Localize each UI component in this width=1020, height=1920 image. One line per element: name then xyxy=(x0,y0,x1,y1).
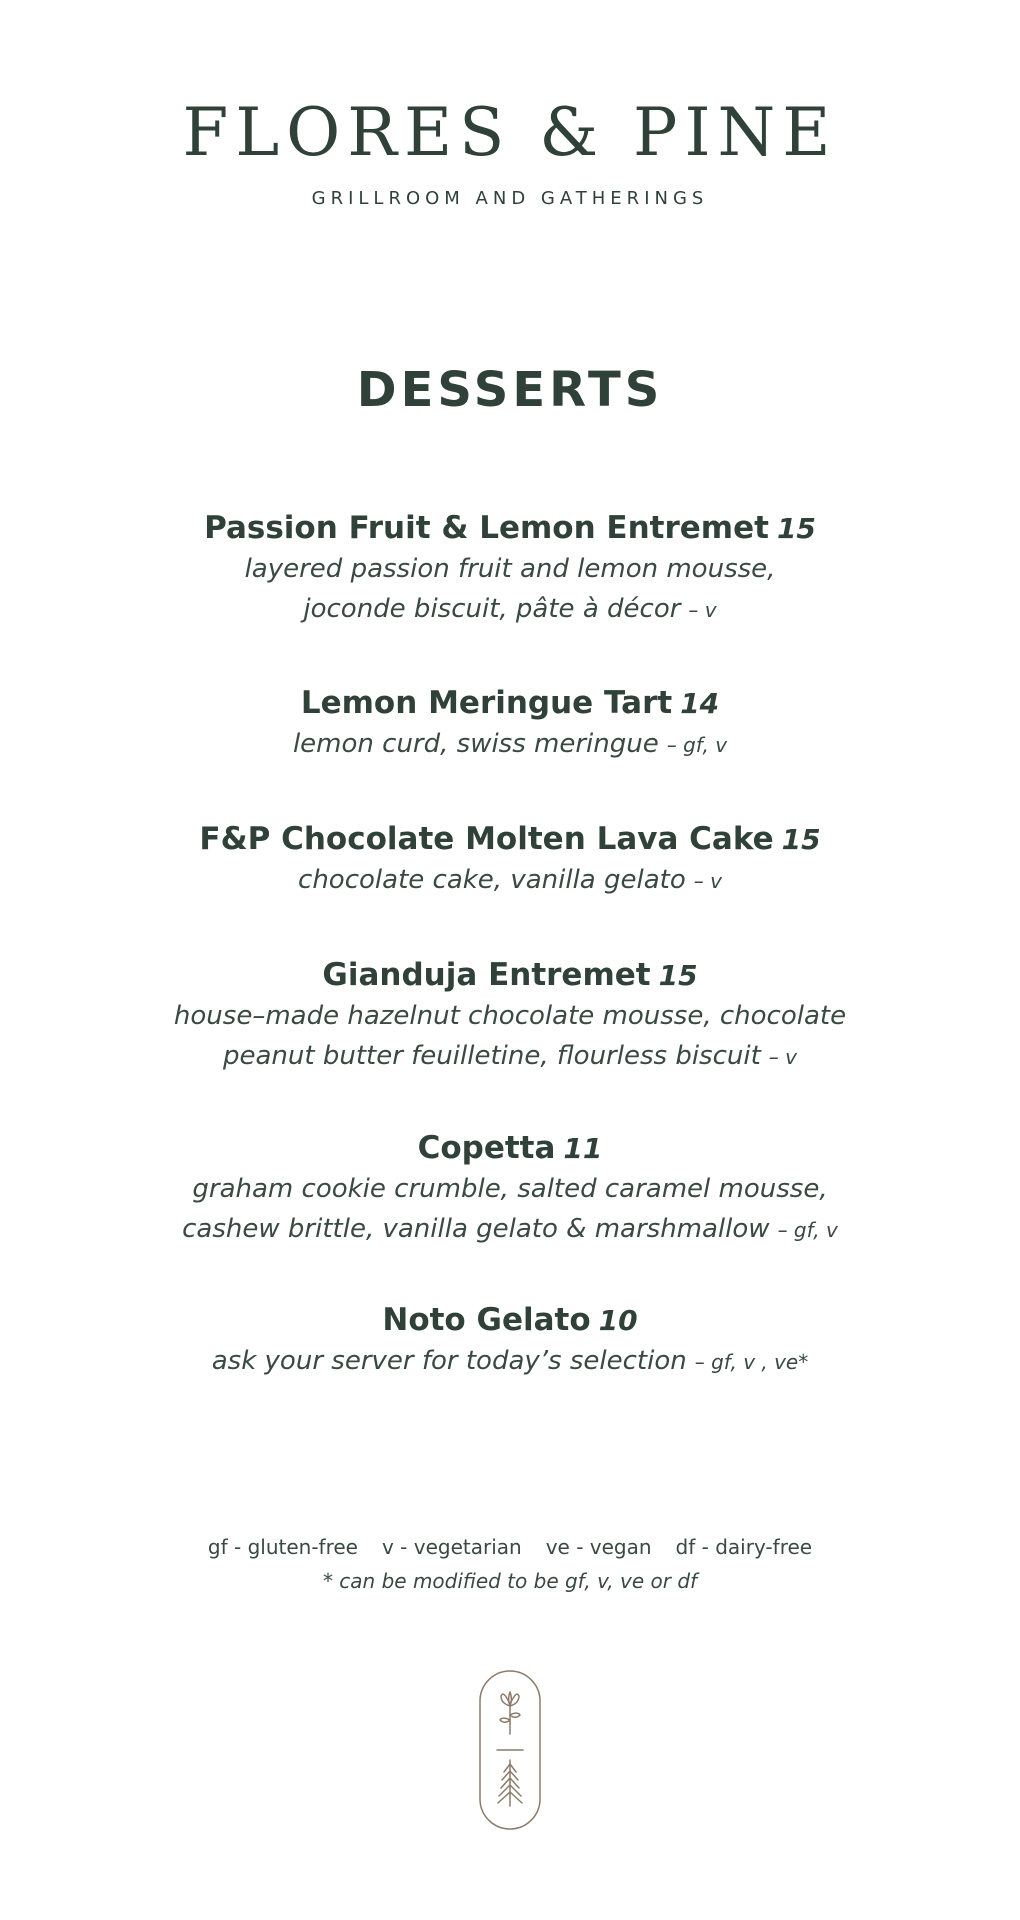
menu-item-price: 15 xyxy=(658,959,698,992)
menu-item-price: 14 xyxy=(680,687,720,720)
legend-entry: df - dairy-free xyxy=(675,1535,813,1559)
menu-item-description-line xyxy=(60,1036,960,1077)
modification-note: * can be modified to be gf, v, ve or df xyxy=(322,1569,698,1593)
menu-item-dietary-tags: – gf, v xyxy=(666,733,728,757)
menu-item-price: 15 xyxy=(776,512,816,545)
restaurant-tagline: GRILLROOM AND GATHERINGS xyxy=(311,188,709,209)
menu-item-description-line: house–made hazelnut chocolate mousse, chocolate xyxy=(173,1001,847,1031)
restaurant-name: FLORES & PINE xyxy=(182,94,838,171)
menu-item-name: Gianduja Entremet xyxy=(322,957,651,993)
menu-item-dietary-tags: – gf, v xyxy=(777,1218,838,1242)
menu-item-description-line: graham cookie crumble, salted caramel mousse, xyxy=(192,1174,828,1204)
menu-item-name: Lemon Meringue Tart xyxy=(300,685,673,721)
menu-item-description-text: lemon curd, swiss meringue xyxy=(292,729,659,759)
menu-item-header xyxy=(60,1300,960,1341)
menu-item-description-line xyxy=(60,589,960,630)
menu-item-name: Copetta xyxy=(417,1130,556,1166)
menu-item-price: 10 xyxy=(598,1304,638,1337)
dietary-legend-entries xyxy=(0,1530,1020,1564)
menu-item xyxy=(60,1300,960,1382)
menu-item-description-line xyxy=(60,1209,960,1250)
menu-item-name: Passion Fruit & Lemon Entremet xyxy=(204,510,769,546)
menu-item xyxy=(60,955,960,1077)
menu-item-price: 15 xyxy=(781,823,821,856)
menu-item-name: Noto Gelato xyxy=(382,1302,591,1338)
menu-item xyxy=(60,1128,960,1250)
menu-item-dietary-tags: – v xyxy=(688,598,717,622)
legend-entry: v - vegetarian xyxy=(381,1535,522,1559)
menu-item-dietary-tags: – v xyxy=(768,1045,797,1069)
menu-item-dietary-tags: – v xyxy=(693,869,722,893)
flower-and-pine-emblem-icon xyxy=(477,1668,543,1836)
menu-item-description-text: cashew brittle, vanilla gelato & marshmallow xyxy=(182,1214,770,1244)
menu-item-description-text: chocolate cake, vanilla gelato xyxy=(298,865,686,895)
legend-entry: gf - gluten-free xyxy=(207,1535,358,1559)
menu-item-header xyxy=(60,1128,960,1169)
menu-item-header xyxy=(60,819,960,860)
menu-item xyxy=(60,819,960,901)
menu-item-description-line xyxy=(60,724,960,765)
menu-item-price: 11 xyxy=(563,1132,603,1165)
menu-item-description-text: joconde biscuit, pâte à décor xyxy=(303,594,681,624)
menu-item-description-line xyxy=(60,860,960,901)
menu-item-description-text: peanut butter feuilletine, flourless biscuit xyxy=(222,1041,761,1071)
menu-item-description-text: ask your server for today’s selection xyxy=(211,1346,687,1376)
menu-item-description-line: layered passion fruit and lemon mousse, xyxy=(244,554,776,584)
menu-item-header xyxy=(60,508,960,549)
menu-item-header xyxy=(60,955,960,996)
section-title: DESSERTS xyxy=(356,362,664,418)
menu-item-name: F&P Chocolate Molten Lava Cake xyxy=(199,821,774,857)
menu-item-description-line xyxy=(60,1341,960,1382)
menu-item-dietary-tags: – gf, v , ve* xyxy=(694,1350,809,1374)
dietary-legend xyxy=(0,1530,1020,1598)
menu-item xyxy=(60,683,960,765)
menu-item xyxy=(60,508,960,630)
legend-entry: ve - vegan xyxy=(545,1535,652,1559)
menu-item-header xyxy=(60,683,960,724)
